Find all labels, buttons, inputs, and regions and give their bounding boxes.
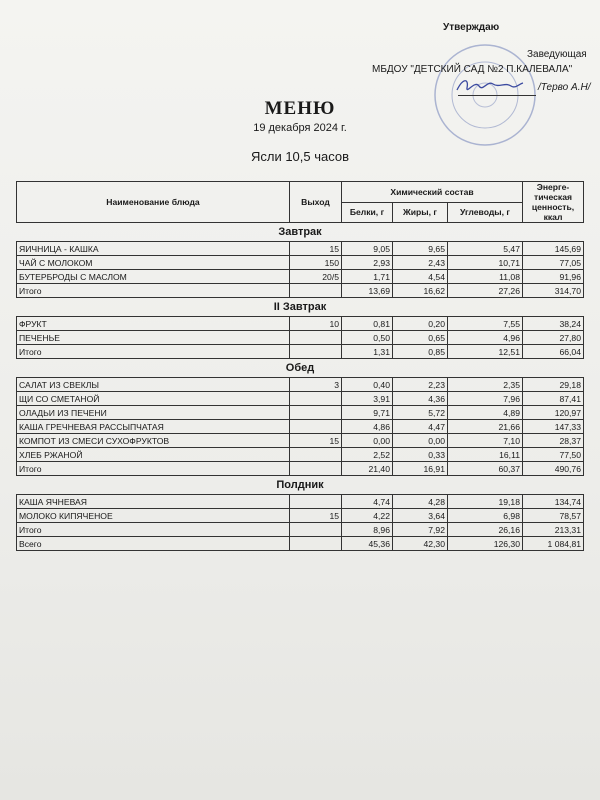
total-fat: 16,62 <box>393 284 448 298</box>
table-row <box>17 420 584 434</box>
dish-energy: 120,97 <box>523 406 584 420</box>
dish-weight: 15 <box>290 434 342 448</box>
section-title: Завтрак <box>17 223 584 242</box>
total-protein: 13,69 <box>342 284 393 298</box>
dish-name: ХЛЕБ РЖАНОЙ <box>17 448 290 462</box>
dish-carbs: 4,96 <box>448 331 523 345</box>
dish-protein: 4,74 <box>342 495 393 509</box>
dish-fat: 9,65 <box>393 242 448 256</box>
dish-fat: 2,43 <box>393 256 448 270</box>
section-title: II Завтрак <box>17 298 584 317</box>
dish-name: МОЛОКО КИПЯЧЕНОЕ <box>17 509 290 523</box>
total-row <box>17 523 584 537</box>
dish-energy: 27,80 <box>523 331 584 345</box>
dish-protein: 0,50 <box>342 331 393 345</box>
dish-weight <box>290 406 342 420</box>
total-row <box>17 345 584 359</box>
table-row <box>17 331 584 345</box>
dish-weight: 15 <box>290 509 342 523</box>
dish-weight <box>290 420 342 434</box>
total-carbs: 26,16 <box>448 523 523 537</box>
table-row <box>17 392 584 406</box>
dish-weight: 15 <box>290 242 342 256</box>
dish-carbs: 7,55 <box>448 317 523 331</box>
dish-weight: 150 <box>290 256 342 270</box>
dish-name: ПЕЧЕНЬЕ <box>17 331 290 345</box>
total-energy: 66,04 <box>523 345 584 359</box>
dish-protein: 9,71 <box>342 406 393 420</box>
total-label: Итого <box>17 462 290 476</box>
approve-label: Утверждаю <box>443 22 500 33</box>
table-row <box>17 242 584 256</box>
total-carbs: 12,51 <box>448 345 523 359</box>
dish-fat: 4,28 <box>393 495 448 509</box>
dish-name: ОЛАДЬИ ИЗ ПЕЧЕНИ <box>17 406 290 420</box>
approver-position: Заведующая <box>527 49 587 60</box>
table-row <box>17 434 584 448</box>
dish-fat: 0,20 <box>393 317 448 331</box>
dish-protein: 4,86 <box>342 420 393 434</box>
group-title: Ясли 10,5 часов <box>250 149 350 164</box>
dish-carbs: 16,11 <box>448 448 523 462</box>
dish-carbs: 10,71 <box>448 256 523 270</box>
col-header-chem: Химический состав <box>342 182 523 203</box>
document-title: МЕНЮ <box>264 98 336 119</box>
total-fat: 16,91 <box>393 462 448 476</box>
total-protein: 1,31 <box>342 345 393 359</box>
dish-energy: 91,96 <box>523 270 584 284</box>
total-weight <box>290 345 342 359</box>
dish-name: КОМПОТ ИЗ СМЕСИ СУХОФРУКТОВ <box>17 434 290 448</box>
dish-weight: 3 <box>290 378 342 392</box>
dish-name: ЯИЧНИЦА - КАШКА <box>17 242 290 256</box>
dish-energy: 28,37 <box>523 434 584 448</box>
total-weight <box>290 462 342 476</box>
dish-protein: 0,81 <box>342 317 393 331</box>
dish-energy: 78,57 <box>523 509 584 523</box>
dish-fat: 5,72 <box>393 406 448 420</box>
dish-protein: 0,00 <box>342 434 393 448</box>
col-header-protein: Белки, г <box>342 202 393 223</box>
dish-name: КАША ГРЕЧНЕВАЯ РАССЫПЧАТАЯ <box>17 420 290 434</box>
dish-name: САЛАТ ИЗ СВЕКЛЫ <box>17 378 290 392</box>
grand-total-row <box>17 537 584 551</box>
dish-name: ФРУКТ <box>17 317 290 331</box>
dish-weight <box>290 495 342 509</box>
dish-fat: 3,64 <box>393 509 448 523</box>
dish-energy: 134,74 <box>523 495 584 509</box>
total-fat: 0,85 <box>393 345 448 359</box>
total-fat: 7,92 <box>393 523 448 537</box>
grand-total-carbs: 126,30 <box>448 537 523 551</box>
dish-fat: 0,00 <box>393 434 448 448</box>
table-row <box>17 448 584 462</box>
col-header-name: Наименование блюда <box>17 182 290 223</box>
table-row <box>17 270 584 284</box>
grand-total-weight <box>290 537 342 551</box>
dish-carbs: 11,08 <box>448 270 523 284</box>
section-header-row <box>17 298 584 317</box>
dish-carbs: 7,96 <box>448 392 523 406</box>
table-row <box>17 406 584 420</box>
dish-name: БУТЕРБРОДЫ С МАСЛОМ <box>17 270 290 284</box>
dish-carbs: 21,66 <box>448 420 523 434</box>
total-label: Итого <box>17 523 290 537</box>
signature-line <box>458 95 536 96</box>
grand-total-protein: 45,36 <box>342 537 393 551</box>
total-energy: 490,76 <box>523 462 584 476</box>
dish-carbs: 4,89 <box>448 406 523 420</box>
dish-weight: 10 <box>290 317 342 331</box>
approver-name: /Терво А.Н/ <box>538 82 591 93</box>
grand-total-label: Всего <box>17 537 290 551</box>
dish-protein: 4,22 <box>342 509 393 523</box>
dish-name: ЩИ СО СМЕТАНОЙ <box>17 392 290 406</box>
dish-weight <box>290 448 342 462</box>
dish-energy: 38,24 <box>523 317 584 331</box>
dish-fat: 2,23 <box>393 378 448 392</box>
dish-fat: 4,54 <box>393 270 448 284</box>
menu-body <box>17 223 584 551</box>
grand-total-fat: 42,30 <box>393 537 448 551</box>
table-row <box>17 256 584 270</box>
dish-energy: 77,50 <box>523 448 584 462</box>
total-protein: 8,96 <box>342 523 393 537</box>
dish-energy: 77,05 <box>523 256 584 270</box>
dish-energy: 29,18 <box>523 378 584 392</box>
table-row <box>17 378 584 392</box>
dish-weight: 20/5 <box>290 270 342 284</box>
dish-protein: 1,71 <box>342 270 393 284</box>
dish-weight <box>290 392 342 406</box>
table-row <box>17 317 584 331</box>
section-header-row <box>17 223 584 242</box>
total-label: Итого <box>17 284 290 298</box>
grand-total-energy: 1 084,81 <box>523 537 584 551</box>
total-weight <box>290 523 342 537</box>
total-carbs: 60,37 <box>448 462 523 476</box>
menu-table <box>16 181 584 551</box>
table-row <box>17 495 584 509</box>
dish-energy: 145,69 <box>523 242 584 256</box>
col-header-weight: Выход <box>290 182 342 223</box>
total-row <box>17 462 584 476</box>
dish-carbs: 5,47 <box>448 242 523 256</box>
dish-name: КАША ЯЧНЕВАЯ <box>17 495 290 509</box>
section-title: Полдник <box>17 476 584 495</box>
table-row <box>17 509 584 523</box>
total-energy: 213,31 <box>523 523 584 537</box>
section-header-row <box>17 476 584 495</box>
dish-carbs: 2,35 <box>448 378 523 392</box>
dish-fat: 0,65 <box>393 331 448 345</box>
dish-weight <box>290 331 342 345</box>
document-date: 19 декабря 2024 г. <box>253 122 347 134</box>
dish-fat: 4,36 <box>393 392 448 406</box>
total-weight <box>290 284 342 298</box>
dish-carbs: 7,10 <box>448 434 523 448</box>
approver-organization: МБДОУ "ДЕТСКИЙ САД №2 П.КАЛЕВАЛА" <box>372 64 573 75</box>
dish-energy: 147,33 <box>523 420 584 434</box>
col-header-fat: Жиры, г <box>393 202 448 223</box>
dish-protein: 2,93 <box>342 256 393 270</box>
dish-energy: 87,41 <box>523 392 584 406</box>
total-energy: 314,70 <box>523 284 584 298</box>
total-carbs: 27,26 <box>448 284 523 298</box>
dish-name: ЧАЙ С МОЛОКОМ <box>17 256 290 270</box>
col-header-energy: Энерге-тическая ценность, ккал <box>523 182 584 223</box>
dish-fat: 0,33 <box>393 448 448 462</box>
total-protein: 21,40 <box>342 462 393 476</box>
dish-carbs: 19,18 <box>448 495 523 509</box>
section-title: Обед <box>17 359 584 378</box>
dish-protein: 9,05 <box>342 242 393 256</box>
total-row <box>17 284 584 298</box>
section-header-row <box>17 359 584 378</box>
col-header-carbs: Углеводы, г <box>448 202 523 223</box>
dish-fat: 4,47 <box>393 420 448 434</box>
dish-carbs: 6,98 <box>448 509 523 523</box>
dish-protein: 0,40 <box>342 378 393 392</box>
total-label: Итого <box>17 345 290 359</box>
dish-protein: 2,52 <box>342 448 393 462</box>
dish-protein: 3,91 <box>342 392 393 406</box>
